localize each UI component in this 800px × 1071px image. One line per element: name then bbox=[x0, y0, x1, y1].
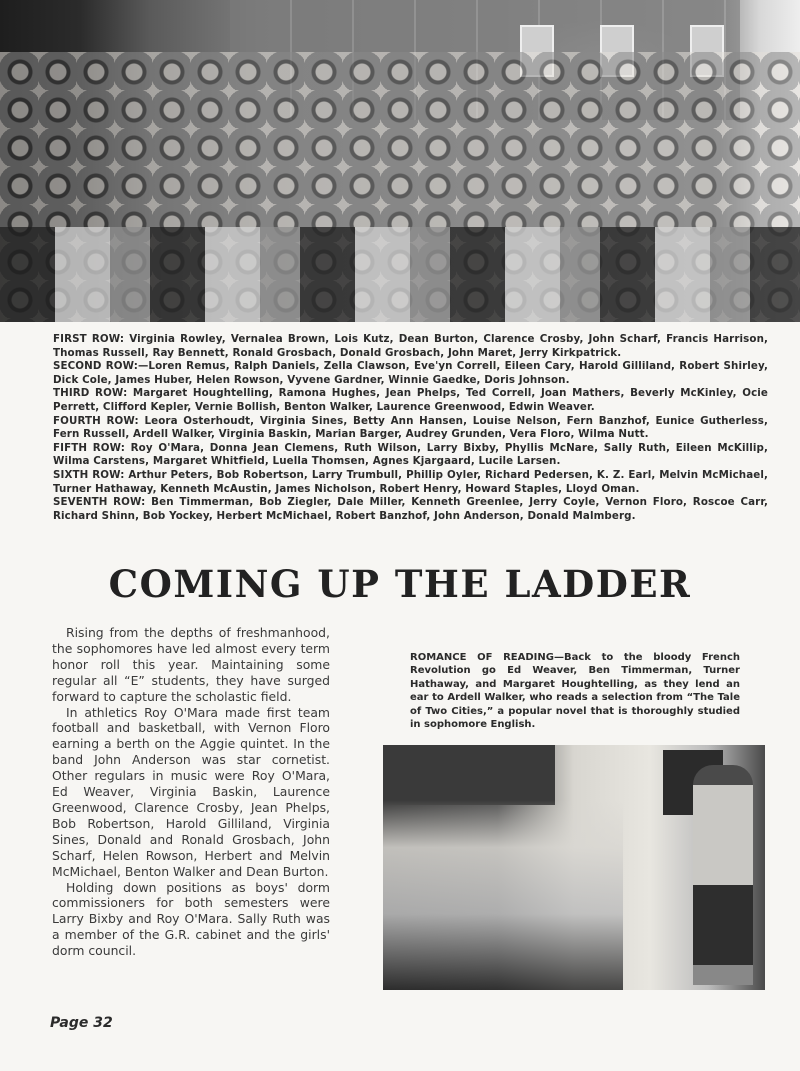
roster-row-2: SECOND ROW:—Loren Remus, Ralph Daniels, Zella Clawson, Eve'yn Correll, Eileen Cary, Harold Gilliland, Robert Shirley, Dick Cole, James Huber, Helen Rowson, Vyvene Gardner, Winnie Gaedke, Doris Johnson. bbox=[53, 360, 768, 386]
roster-row-3: THIRD ROW: Margaret Houghtelling, Ramona Hughes, Jean Phelps, Ted Correll, Joan Mathers, Beverly McKinley, Ocie Perrett, Clifford Kepler, Vernie Bollish, Benton Walker, Laurence Greenwood, Edwin Weaver. bbox=[53, 387, 769, 413]
article-body bbox=[52, 625, 330, 959]
paragraph: Rising from the depths of freshmanhood, the sophomores have led almost every term honor roll this year. Maintaining some regular all “E” students, they have surged forward to capture the scholastic field. bbox=[52, 625, 330, 704]
photo-caption-title: ROMANCE OF READING— bbox=[410, 652, 564, 663]
chalkboard bbox=[383, 745, 555, 805]
front-row bbox=[0, 227, 800, 322]
paragraph: In athletics Roy O'Mara made first team football and basketball, with Vernon Floro earning a berth on the Aggie quintet. In the band John Anderson was star cornetist. Other regulars in music were Roy O'Mara, Ed Weaver, Virginia Baskin, Laurence Greenwood, Clarence Crosby, Jean Phelps, Bob Robertson, Harold Gilliland, Virginia Sines, Donald and Ronald Grosbach, John Scharf, Helen Rowson, Herbert and Melvin McMichael, Benton Walker and Dean Burton. bbox=[52, 704, 330, 879]
photo-caption-text: Back to the bloody French Revolution go Ed Weaver, Ben Timmerman, Turner Hathaway, and Margaret Houghtelling, as they lend an ear to Ardell Walker, who reads a selection from “The Tale of Two Cities,” a popular novel that is thoroughly studied in sophomore English. bbox=[410, 652, 740, 731]
photo-caption bbox=[410, 651, 740, 731]
roster-row-6: SIXTH ROW: Arthur Peters, Bob Robertson, Larry Trumbull, Phillip Oyler, Richard Pedersen, K. Z. Earl, Melvin McMichael, Turner Hathaway, Kenneth McAustin, James Nicholson, Robert Henry, Howard Staples, Lloyd Oman. bbox=[53, 468, 768, 495]
roster-row-1: FIRST ROW: Virginia Rowley, Vernalea Brown, Lois Kutz, Dean Burton, Clarence Crosby, John Scharf, Francis Harrison, Thomas Russell, Ray Bennett, Ronald Grosbach, Donald Grosbach, John Maret, Jerry Kirkpatrick. bbox=[53, 333, 769, 359]
group-photo bbox=[0, 0, 800, 322]
roster-caption bbox=[53, 333, 768, 523]
seated-students bbox=[383, 800, 623, 990]
classroom-photo bbox=[383, 745, 765, 990]
reading-student bbox=[693, 765, 753, 985]
page-number: Page 32 bbox=[50, 1015, 113, 1031]
page-headline: COMING UP THE LADDER bbox=[108, 562, 692, 606]
paragraph: Holding down positions as boys' dorm commissioners for both semesters were Larry Bixby and Roy O'Mara. Sally Ruth was a member of the G.R. cabinet and the girls' dorm council. bbox=[52, 879, 330, 959]
roster-row-5: FIFTH ROW: Roy O'Mara, Donna Jean Clemens, Ruth Wilson, Larry Bixby, Phyllis McNare, Sally Ruth, Eileen McKillip, Wilma Carstens, Margaret Whitfield, Luella Thomsen, Agnes Kjargaard, Lucile Larsen. bbox=[53, 441, 769, 468]
roster-row-4: FOURTH ROW: Leora Osterhoudt, Virginia Sines, Betty Ann Hansen, Louise Nelson, Fern Banzhof, Eunice Gutherless, Fern Russell, Ardell Walker, Virginia Baskin, Marian Barger, Audrey Grunden, Vera Floro, Wilma Nutt. bbox=[53, 414, 768, 441]
roster-row-7: SEVENTH ROW: Ben Timmerman, Bob Ziegler, Dale Miller, Kenneth Greenlee, Jerry Coyle, Vernon Floro, Roscoe Carr, Richard Shinn, Bob Yockey, Herbert McMichael, Robert Banzhof, John Anderson, Donald Malmberg. bbox=[53, 496, 769, 522]
